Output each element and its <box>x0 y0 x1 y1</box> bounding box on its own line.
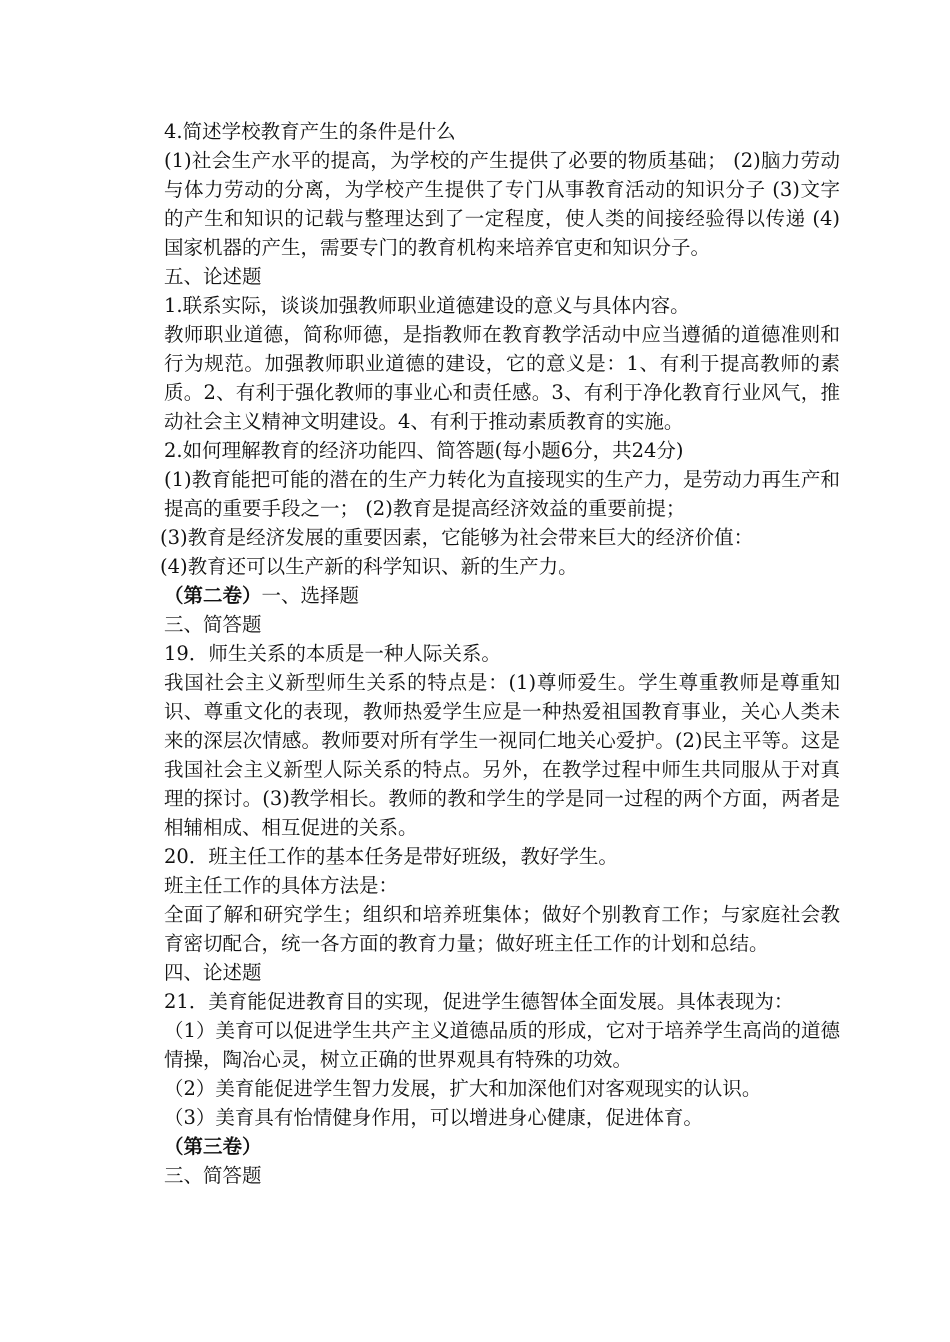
section-label: 一、选择题 <box>261 584 360 607</box>
volume-label: （第二卷） <box>164 584 262 607</box>
answer-paragraph: 我国社会主义新型师生关系的特点是：(1)尊师爱生。学生尊重教师是尊重知识、尊重文化的表现，教师热爱学生应是一种热爱祖国教育事业，关心人类未来的深层次情感。教师要对所有学生一视同仁地关心爱护。(2)民主平等。这是我国社会主义新型人际关系的特点。另外，在教学过程中师生共同服从于对真理的探讨。(3)教学相长。教师的教和学生的学是同一过程的两个方面，两者是相辅相成、相互促进的关系。 <box>164 671 840 839</box>
question-heading: 1.联系实际，谈谈加强教师职业道德建设的意义与具体内容。 <box>164 294 690 317</box>
document-body <box>160 117 840 1190</box>
answer-paragraph: （2）美育能促进学生智力发展，扩大和加深他们对客观现实的认识。 <box>164 1077 762 1100</box>
section-heading: 三、简答题 <box>164 1164 262 1187</box>
answer-paragraph: 教师职业道德，简称师德，是指教师在教育教学活动中应当遵循的道德准则和行为规范。加强教师职业道德的建设，它的意义是：1、有利于提高教师的素质。2、有利于强化教师的事业心和责任感。3、有利于净化教育行业风气，推动社会主义精神文明建设。4、有利于推动素质教育的实施。 <box>164 323 840 433</box>
answer-paragraph: 全面了解和研究学生；组织和培养班集体；做好个别教育工作；与家庭社会教育密切配合，统一各方面的教育力量；做好班主任工作的计划和总结。 <box>164 903 840 955</box>
section-heading: 五、论述题 <box>164 265 262 288</box>
answer-paragraph: （1）美育可以促进学生共产主义道德品质的形成，它对于培养学生高尚的道德情操，陶冶心灵，树立正确的世界观具有特殊的功效。 <box>164 1019 840 1071</box>
answer-paragraph: (1)社会生产水平的提高，为学校的产生提供了必要的物质基础； (2)脑力劳动与体力劳动的分离，为学校产生提供了专门从事教育活动的知识分子 (3)文字的产生和知识的记载与整理达到了一定程度，使人类的间接经验得以传递 (4)国家机器的产生，需要专门的教育机构来培养官吏和知识分子。 <box>164 149 840 259</box>
section-heading: 四、论述题 <box>164 961 262 984</box>
answer-paragraph: （3）美育具有怡情健身作用，可以增进身心健康，促进体育。 <box>164 1106 703 1129</box>
question-heading: 19．师生关系的本质是一种人际关系。 <box>164 642 501 665</box>
answer-paragraph: (4)教育还可以生产新的科学知识、新的生产力。 <box>160 555 578 578</box>
answer-paragraph: (3)教育是经济发展的重要因素，它能够为社会带来巨大的经济价值： <box>160 526 754 549</box>
answer-paragraph: (1)教育能把可能的潜在的生产力转化为直接现实的生产力，是劳动力再生产和提高的重要手段之一； (2)教育是提高经济效益的重要前提； <box>164 468 840 520</box>
question-heading: 2.如何理解教育的经济功能四、简答题(每小题6分，共24分) <box>164 439 684 462</box>
volume-heading: （第三卷） <box>164 1135 262 1158</box>
answer-paragraph: 班主任工作的具体方法是： <box>164 874 399 897</box>
question-heading: 4.简述学校教育产生的条件是什么 <box>164 120 456 143</box>
question-heading: 21．美育能促进教育目的实现，促进学生德智体全面发展。具体表现为： <box>164 990 794 1013</box>
volume-heading <box>160 581 840 610</box>
question-heading: 20．班主任工作的基本任务是带好班级，教好学生。 <box>164 845 618 868</box>
section-heading: 三、简答题 <box>164 613 262 636</box>
